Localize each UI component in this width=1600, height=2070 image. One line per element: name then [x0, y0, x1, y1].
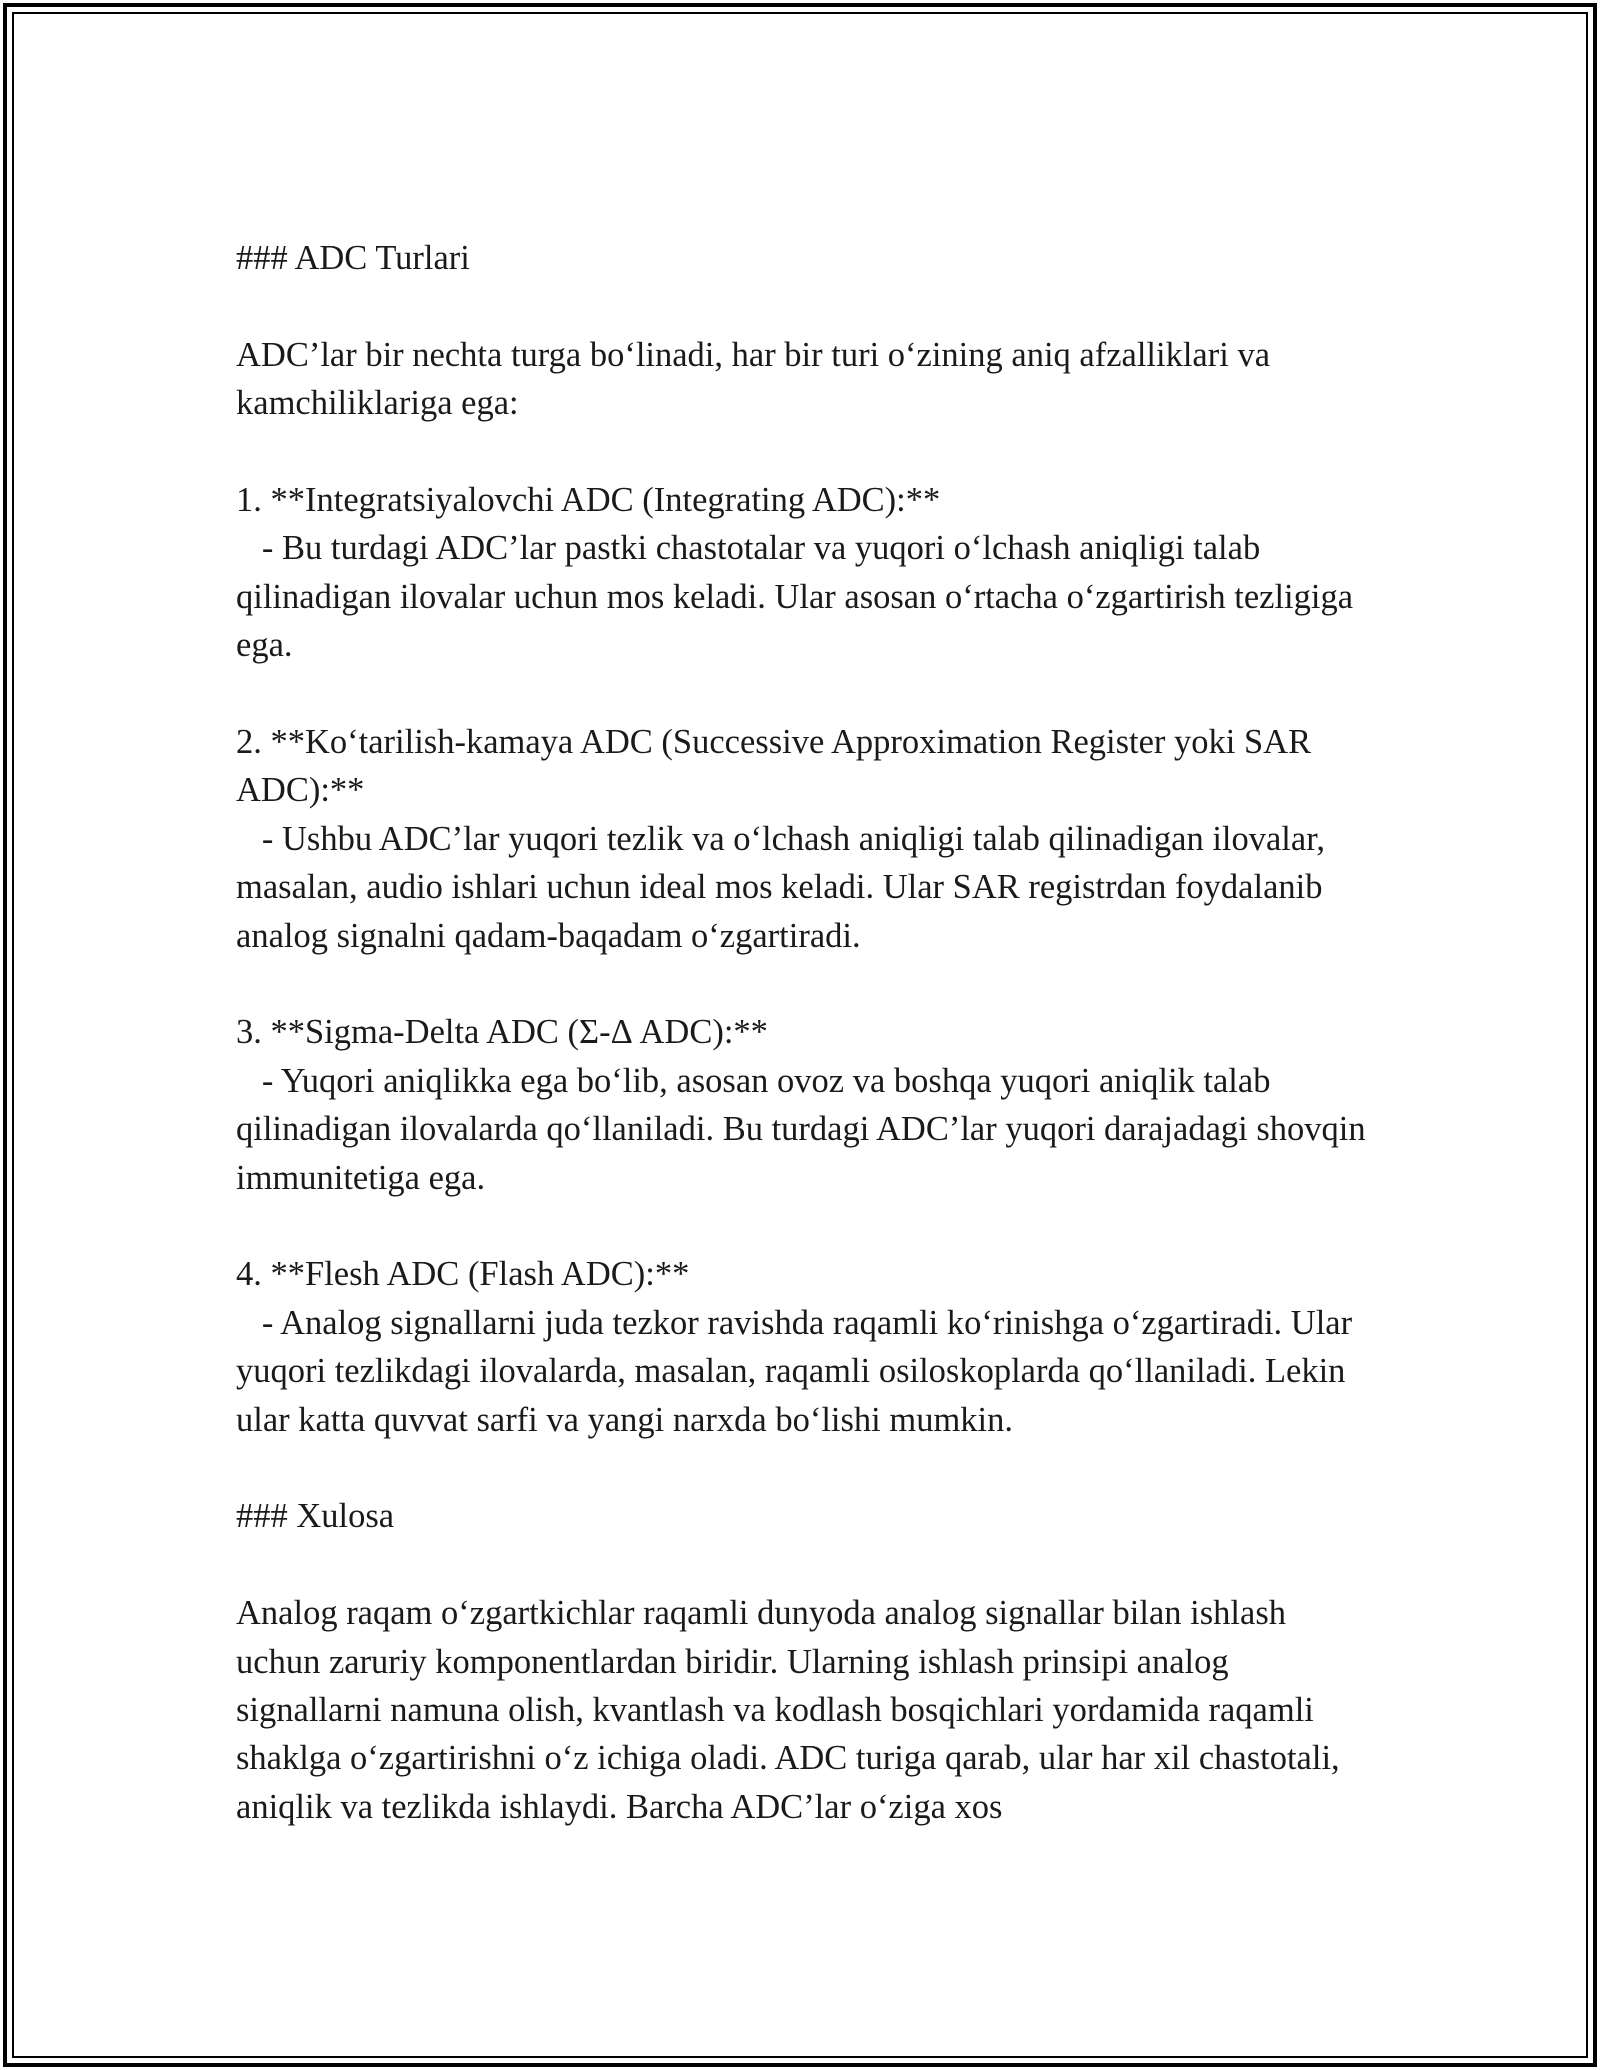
conclusion-paragraph: Analog raqam o‘zgartkichlar raqamli dunyoda analog signallar bilan ishlash uchun zaruriy komponentlardan biridir. Ularning ishlash prinsipi analog signallarni namuna olish, kvantlash va kodlash bosqichlari yordamida raqamli shaklga o‘zgartirishni o‘z ichiga oladi. ADC turiga qarab, ular har xil chastotali, aniqlik va tezlikda ishlaydi. Barcha ADC’lar o‘ziga xos — [236, 1594, 1349, 1826]
spacer — [236, 1202, 1366, 1250]
list-item-title-1: 1. **Integratsiyalovchi ADC (Integrating ADC):** — [236, 481, 941, 519]
section-heading-xulosa: ### Xulosa — [236, 1497, 395, 1536]
spacer — [236, 282, 1366, 330]
list-item-body-4: - Analog signallarni juda tezkor ravishda raqamli ko‘rinishga o‘zgartiradi. Ular yuqori tezlikdagi ilovalarda, masalan, raqamli osiloskoplarda qo‘llaniladi. Lekin ular katta quvvat sarfi va yangi narxda bo‘lishi mumkin. — [236, 1303, 1361, 1439]
spacer — [236, 428, 1366, 476]
spacer — [236, 960, 1366, 1008]
spacer — [236, 1444, 1366, 1492]
list-item-title-3: 3. **Sigma-Delta ADC (Σ-Δ ADC):** — [236, 1013, 768, 1052]
section-heading-adc-turlari: ### ADC Turlari — [236, 239, 470, 277]
spacer — [236, 1541, 1366, 1589]
spacer — [236, 670, 1366, 718]
list-item-body-2: - Ushbu ADC’lar yuqori tezlik va o‘lchash aniqligi talab qilinadigan ilovalar, masalan, audio ishlari uchun ideal mos keladi. Ular SAR registrdan foydalanib analog signalni qadam-baqadam o‘zgartiradi. — [236, 819, 1334, 955]
list-item-body-1: - Bu turdagi ADC’lar pastki chastotalar va yuqori o‘lchash aniqligi talab qilinadigan ilovalar uchun mos keladi. Ular asosan o‘rtacha o‘zgartirish tezligiga ega. — [236, 529, 1362, 665]
intro-paragraph: ADC’lar bir nechta turga bo‘linadi, har bir turi o‘zining aniq afzalliklari va kamchiliklariga ega: — [236, 335, 1279, 423]
list-item-body-3: - Yuqori aniqlikka ega bo‘lib, asosan ovoz va boshqa yuqori aniqlik talab qilinadigan ilovalarda qo‘llaniladi. Bu turdagi ADC’lar yuqori darajadagi shovqin immunitetiga ega. — [236, 1061, 1375, 1197]
list-item-title-4: 4. **Flesh ADC (Flash ADC):** — [236, 1255, 690, 1294]
document-body — [236, 234, 1375, 1831]
list-item-title-2: 2. **Ko‘tarilish-kamaya ADC (Successive Approximation Register yoki SAR ADC):** — [236, 723, 1318, 810]
